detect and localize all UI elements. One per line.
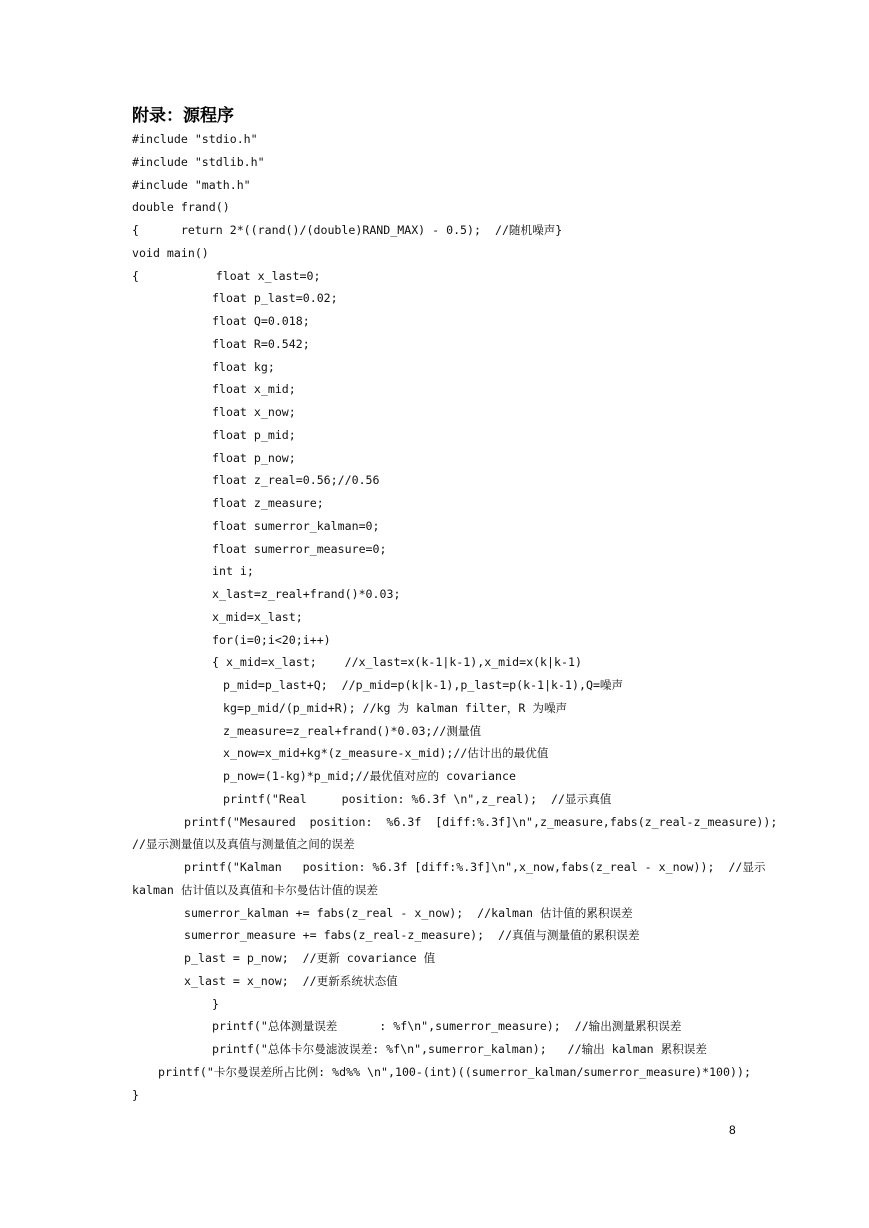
code-line: p_last = p_now; //更新 covariance 值 <box>184 951 436 965</box>
code-line: //显示测量值以及真值与测量值之间的误差 <box>132 837 355 852</box>
code-line: p_mid=p_last+Q; //p_mid=p(k|k-1),p_last=p(k-1|k-1),Q=噪声 <box>223 678 624 692</box>
code-line: x_mid=x_last; <box>212 609 303 624</box>
code-line: } <box>132 1087 139 1102</box>
appendix-title: 附录：源程序 <box>132 106 234 126</box>
code-line: kg=p_mid/(p_mid+R); //kg 为 kalman filter，R 为噪声 <box>223 700 568 715</box>
code-line: int i; <box>212 564 254 579</box>
code-line: float z_measure; <box>212 496 324 510</box>
code-line: #include "stdio.h" <box>132 132 258 146</box>
code-line: float p_now; <box>212 450 296 465</box>
code-line: printf("总体测量误差 : %f\n",sumerror_measure); //输出测量累积误差 <box>212 1019 682 1034</box>
code-line: float x_mid; <box>212 382 296 397</box>
code-line: { float x_last=0; <box>132 268 321 283</box>
code-line: kalman 估计值以及真值和卡尔曼估计值的误差 <box>132 882 378 897</box>
code-line: float x_now; <box>212 405 296 419</box>
code-line: void main() <box>132 245 209 260</box>
code-line: printf("Real position: %6.3f \n",z_real); //显示真值 <box>223 791 612 806</box>
code-line: x_last=z_real+frand()*0.03; <box>212 587 401 601</box>
code-line: { return 2*((rand()/(double)RAND_MAX) - 0.5); //随机噪声} <box>132 223 563 237</box>
code-line: float z_real=0.56;//0.56 <box>212 473 380 488</box>
code-line: float Q=0.018; <box>212 314 310 328</box>
code-line: sumerror_measure += fabs(z_real-z_measure); //真值与测量值的累积误差 <box>184 928 640 943</box>
code-line: float sumerror_measure=0; <box>212 541 387 556</box>
code-line: printf("Mesaured position: %6.3f [diff:%.3f]\n",z_measure,fabs(z_real-z_measure)); <box>184 814 778 829</box>
code-line: printf("卡尔曼误差所占比例: %d%% \n",100-(int)((sumerror_kalman/sumerror_measure)*100)); <box>158 1064 751 1079</box>
code-line: #include "stdlib.h" <box>132 154 265 169</box>
code-line: sumerror_kalman += fabs(z_real - x_now); //kalman 估计值的累积误差 <box>184 905 633 920</box>
page-number: 8 <box>729 1123 736 1137</box>
code-line: x_last = x_now; //更新系统状态值 <box>184 973 398 988</box>
code-line: x_now=x_mid+kg*(z_measure-x_mid);//估计出的最优值 <box>223 746 549 761</box>
code-line: float kg; <box>212 359 275 374</box>
code-line: for(i=0;i<20;i++) <box>212 632 331 647</box>
code-line: p_now=(1-kg)*p_mid;//最优值对应的 covariance <box>223 769 516 783</box>
code-line: #include "math.h" <box>132 177 251 192</box>
code-line: } <box>212 996 219 1011</box>
code-line: printf("总体卡尔曼滤波误差: %f\n",sumerror_kalman); //输出 kalman 累积误差 <box>212 1042 707 1056</box>
code-line: float p_last=0.02; <box>212 291 338 306</box>
code-line: z_measure=z_real+frand()*0.03;//测量值 <box>223 723 482 738</box>
code-line: printf("Kalman position: %6.3f [diff:%.3f]\n",x_now,fabs(z_real - x_now)); //显示 <box>184 860 766 874</box>
code-line: double frand() <box>132 200 230 215</box>
code-line: float p_mid; <box>212 427 296 442</box>
code-line: { x_mid=x_last; //x_last=x(k-1|k-1),x_mid=x(k|k-1) <box>212 655 582 670</box>
code-line: float R=0.542; <box>212 336 310 351</box>
code-line: float sumerror_kalman=0; <box>212 518 380 533</box>
